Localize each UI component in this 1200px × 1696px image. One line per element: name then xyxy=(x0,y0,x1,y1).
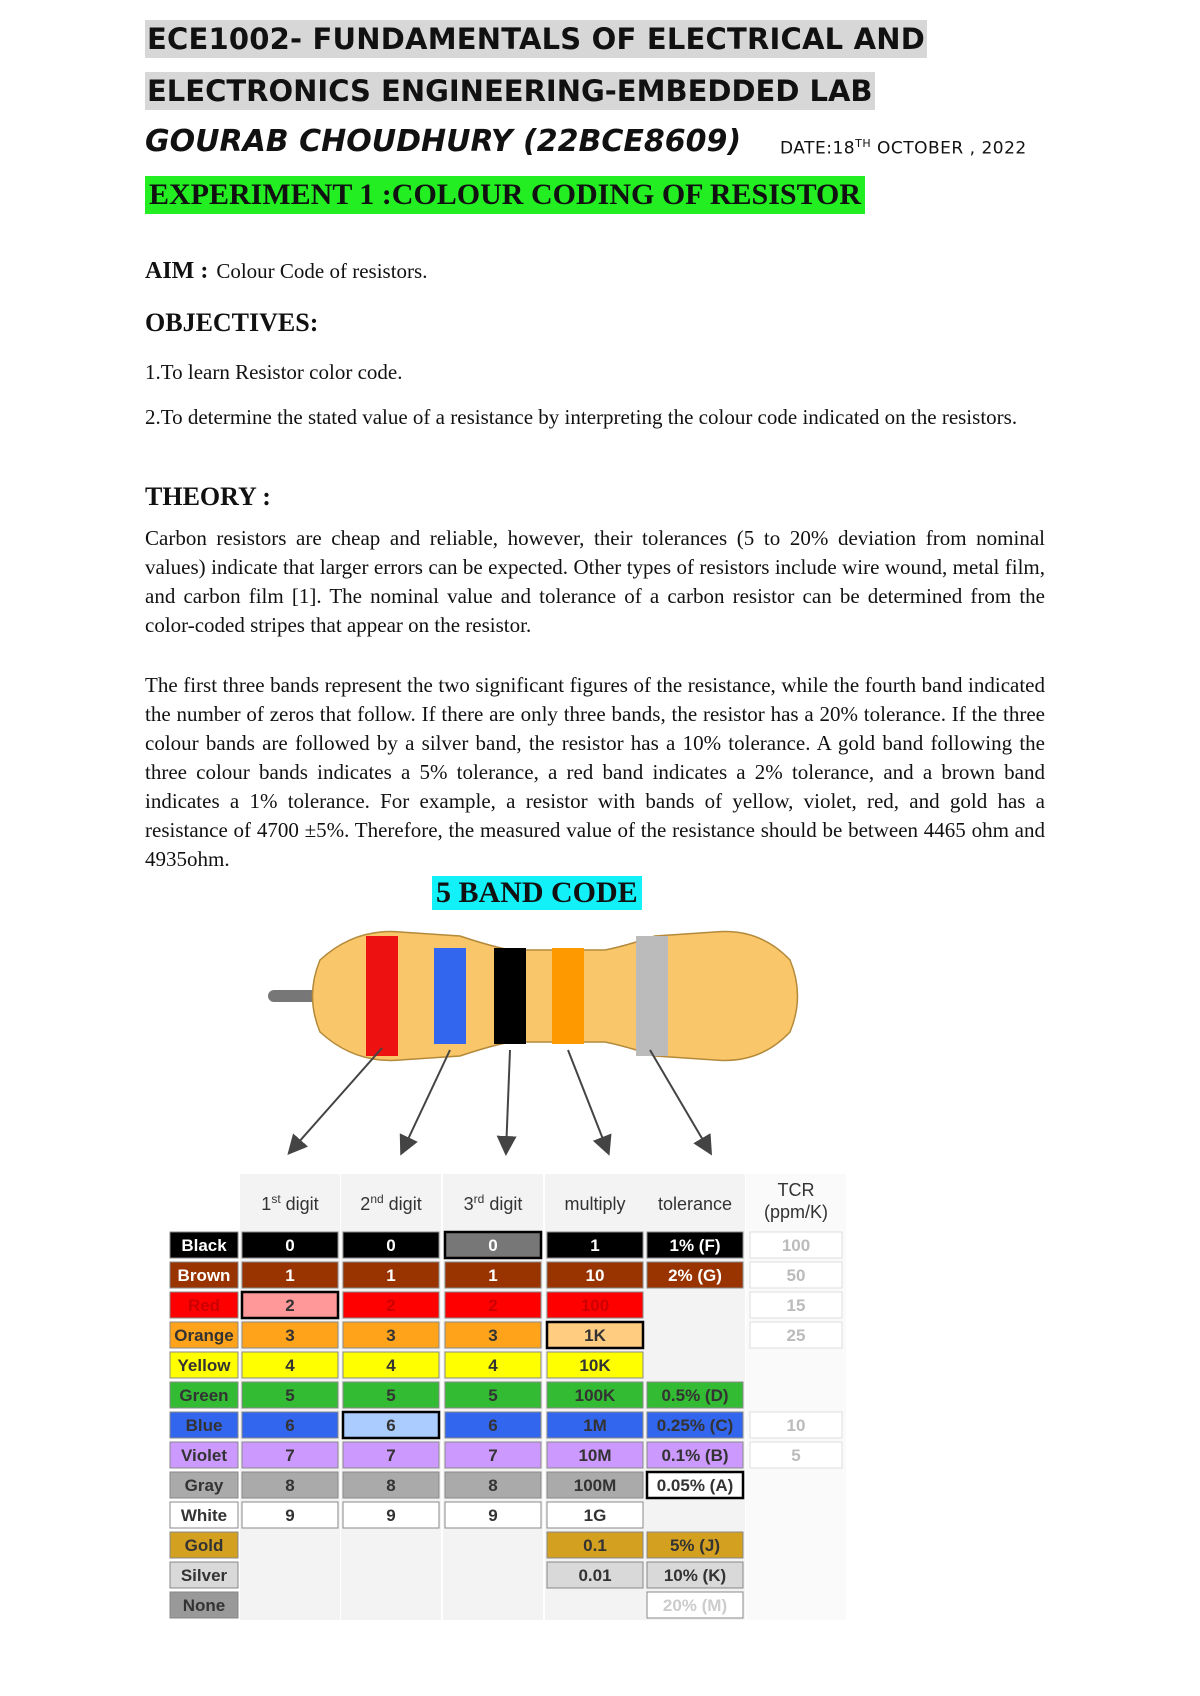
band-arrow-1 xyxy=(290,1048,382,1152)
value-yellow-d2: 4 xyxy=(386,1356,396,1375)
value-brown-d2: 1 xyxy=(386,1266,396,1285)
row-name-yellow: Yellow xyxy=(177,1356,231,1375)
resistor-band-silver xyxy=(636,936,668,1056)
course-title-line1: ECE1002- FUNDAMENTALS OF ELECTRICAL AND xyxy=(147,22,925,56)
value-blue-mult: 1M xyxy=(583,1416,607,1435)
resistor-figure xyxy=(160,920,880,1615)
row-name-red: Red xyxy=(187,1296,221,1315)
theory-paragraph-2: The first three bands represent the two significant figures of the resistance, while the fourth band indicated the number of zeros that follow. If there are only three bands, the resistor has a 20% tolerance. If the three colour bands are followed by a silver band, the resistor has a 10% tolerance. A gold band following the three colour bands indicates a 5% tolerance, a red band indicates a 2% tolerance, and a brown band indicates a 1% tolerance. For example, a resistor with bands of yellow, violet, red, and gold has a resistance of 4700 ±5%. Therefore, the measured value of the resistance should be between 4465 ohm and 4935ohm. xyxy=(145,673,1045,871)
value-orange-d1: 3 xyxy=(285,1326,295,1345)
value-black-d1: 0 xyxy=(285,1236,295,1255)
value-white-d1: 9 xyxy=(285,1506,295,1525)
value-black-d3: 0 xyxy=(488,1236,498,1255)
tcr-value: 5 xyxy=(791,1446,801,1465)
aim-label: AIM : xyxy=(145,258,209,284)
value-black-tol: 1% (F) xyxy=(669,1236,721,1255)
value-violet-tol: 0.1% (B) xyxy=(661,1446,729,1465)
row-name-green: Green xyxy=(179,1386,229,1405)
figure-title: 5 BAND CODE xyxy=(432,876,642,910)
value-gray-d1: 8 xyxy=(285,1476,295,1495)
value-red-d3: 2 xyxy=(488,1296,498,1315)
tcr-value: 50 xyxy=(786,1266,806,1285)
header-col-3: 3rd digit xyxy=(463,1192,523,1214)
date-prefix: DATE:18 xyxy=(780,138,856,159)
value-white-d3: 9 xyxy=(488,1506,498,1525)
value-red-mult: 100 xyxy=(580,1296,610,1315)
tcr-value: 15 xyxy=(786,1296,806,1315)
objective-2: 2.To determine the stated value of a resistance by interpreting the colour code indicated on the resistors. xyxy=(145,405,1018,429)
value-none-tol: 20% (M) xyxy=(662,1596,728,1615)
value-gold-tol: 5% (J) xyxy=(669,1536,721,1555)
value-blue-tol: 0.25% (C) xyxy=(656,1416,734,1435)
row-name-violet: Violet xyxy=(181,1446,227,1465)
header-col-4: multiply xyxy=(564,1194,626,1214)
date-suffix: OCTOBER , 2022 xyxy=(871,138,1027,159)
header-col-5: tolerance xyxy=(657,1194,733,1214)
value-orange-d2: 3 xyxy=(386,1326,396,1345)
value-green-d2: 5 xyxy=(386,1386,396,1405)
resistor-band-black xyxy=(494,948,526,1044)
value-orange-d3: 3 xyxy=(488,1326,498,1345)
band-arrow-4 xyxy=(568,1050,608,1152)
value-gray-d3: 8 xyxy=(488,1476,498,1495)
row-name-gray: Gray xyxy=(184,1476,224,1495)
aim xyxy=(145,258,427,285)
row-name-silver: Silver xyxy=(180,1566,228,1585)
value-brown-mult: 10 xyxy=(585,1266,605,1285)
value-brown-tol: 2% (G) xyxy=(668,1266,722,1285)
resistor-band-blue xyxy=(434,948,466,1044)
experiment-title: EXPERIMENT 1 :COLOUR CODING OF RESISTOR xyxy=(145,176,865,214)
header-col-1: 1st digit xyxy=(261,1192,319,1214)
value-green-tol: 0.5% (D) xyxy=(661,1386,729,1405)
tcr-value: 25 xyxy=(786,1326,806,1345)
header-tcr-unit: (ppm/K) xyxy=(763,1202,829,1222)
objective-1: 1.To learn Resistor color code. xyxy=(145,360,403,384)
course-title-line2: ELECTRONICS ENGINEERING-EMBEDDED LAB xyxy=(147,74,873,108)
value-gold-mult: 0.1 xyxy=(583,1536,607,1555)
value-blue-d3: 6 xyxy=(488,1416,498,1435)
tcr-value: 100 xyxy=(781,1236,811,1255)
value-black-mult: 1 xyxy=(590,1236,600,1255)
value-blue-d1: 6 xyxy=(285,1416,295,1435)
row-name-gold: Gold xyxy=(184,1536,224,1555)
value-brown-d3: 1 xyxy=(488,1266,498,1285)
value-violet-mult: 10M xyxy=(578,1446,612,1465)
value-yellow-d1: 4 xyxy=(285,1356,295,1375)
band-arrow-2 xyxy=(402,1050,450,1152)
value-gray-d2: 8 xyxy=(386,1476,396,1495)
author-name: GOURAB CHOUDHURY (22BCE8609) xyxy=(145,124,742,159)
row-name-orange: Orange xyxy=(174,1326,234,1345)
value-green-mult: 100K xyxy=(574,1386,616,1405)
row-name-blue: Blue xyxy=(185,1416,223,1435)
objectives-heading: OBJECTIVES: xyxy=(145,308,319,337)
tcr-value: 10 xyxy=(786,1416,806,1435)
band-arrows xyxy=(290,1048,710,1152)
band-arrow-3 xyxy=(506,1050,510,1152)
value-violet-d1: 7 xyxy=(285,1446,295,1465)
resistor-band-orange xyxy=(552,948,584,1044)
value-brown-d1: 1 xyxy=(285,1266,295,1285)
row-name-none: None xyxy=(182,1596,226,1615)
row-name-black: Black xyxy=(181,1236,227,1255)
value-gray-tol: 0.05% (A) xyxy=(656,1476,734,1495)
value-red-d2: 2 xyxy=(386,1296,396,1315)
value-white-mult: 1G xyxy=(583,1506,607,1525)
value-silver-mult: 0.01 xyxy=(578,1566,612,1585)
value-green-d1: 5 xyxy=(285,1386,295,1405)
value-silver-tol: 10% (K) xyxy=(663,1566,727,1585)
color-code-table xyxy=(170,1174,846,1620)
value-yellow-mult: 10K xyxy=(579,1356,611,1375)
date-sup: TH xyxy=(855,137,872,150)
value-green-d3: 5 xyxy=(488,1386,498,1405)
theory-heading: THEORY : xyxy=(145,482,271,511)
value-violet-d3: 7 xyxy=(488,1446,498,1465)
theory-paragraph-1: Carbon resistors are cheap and reliable, however, their tolerances (5 to 20% deviation from nominal values) indicate that larger errors can be expected. Other types of resistors include wire wound, metal film, and carbon film [1]. The nominal value and tolerance of a carbon resistor can be determined from the color-coded stripes that appear on the resistor. xyxy=(145,526,1045,637)
value-red-d1: 2 xyxy=(285,1296,295,1315)
value-black-d2: 0 xyxy=(386,1236,396,1255)
band-arrow-5 xyxy=(650,1050,710,1152)
row-name-brown: Brown xyxy=(177,1266,231,1285)
date xyxy=(780,137,1027,159)
value-white-d2: 9 xyxy=(386,1506,396,1525)
value-yellow-d3: 4 xyxy=(488,1356,498,1375)
value-orange-mult: 1K xyxy=(584,1326,606,1345)
header-col-2: 2nd digit xyxy=(360,1192,422,1214)
value-blue-d2: 6 xyxy=(386,1416,396,1435)
aim-text: Colour Code of resistors. xyxy=(216,259,428,283)
row-name-white: White xyxy=(180,1506,228,1525)
value-violet-d2: 7 xyxy=(386,1446,396,1465)
resistor-band-red xyxy=(366,936,398,1056)
header-tcr: TCR xyxy=(777,1180,815,1200)
value-gray-mult: 100M xyxy=(573,1476,617,1495)
